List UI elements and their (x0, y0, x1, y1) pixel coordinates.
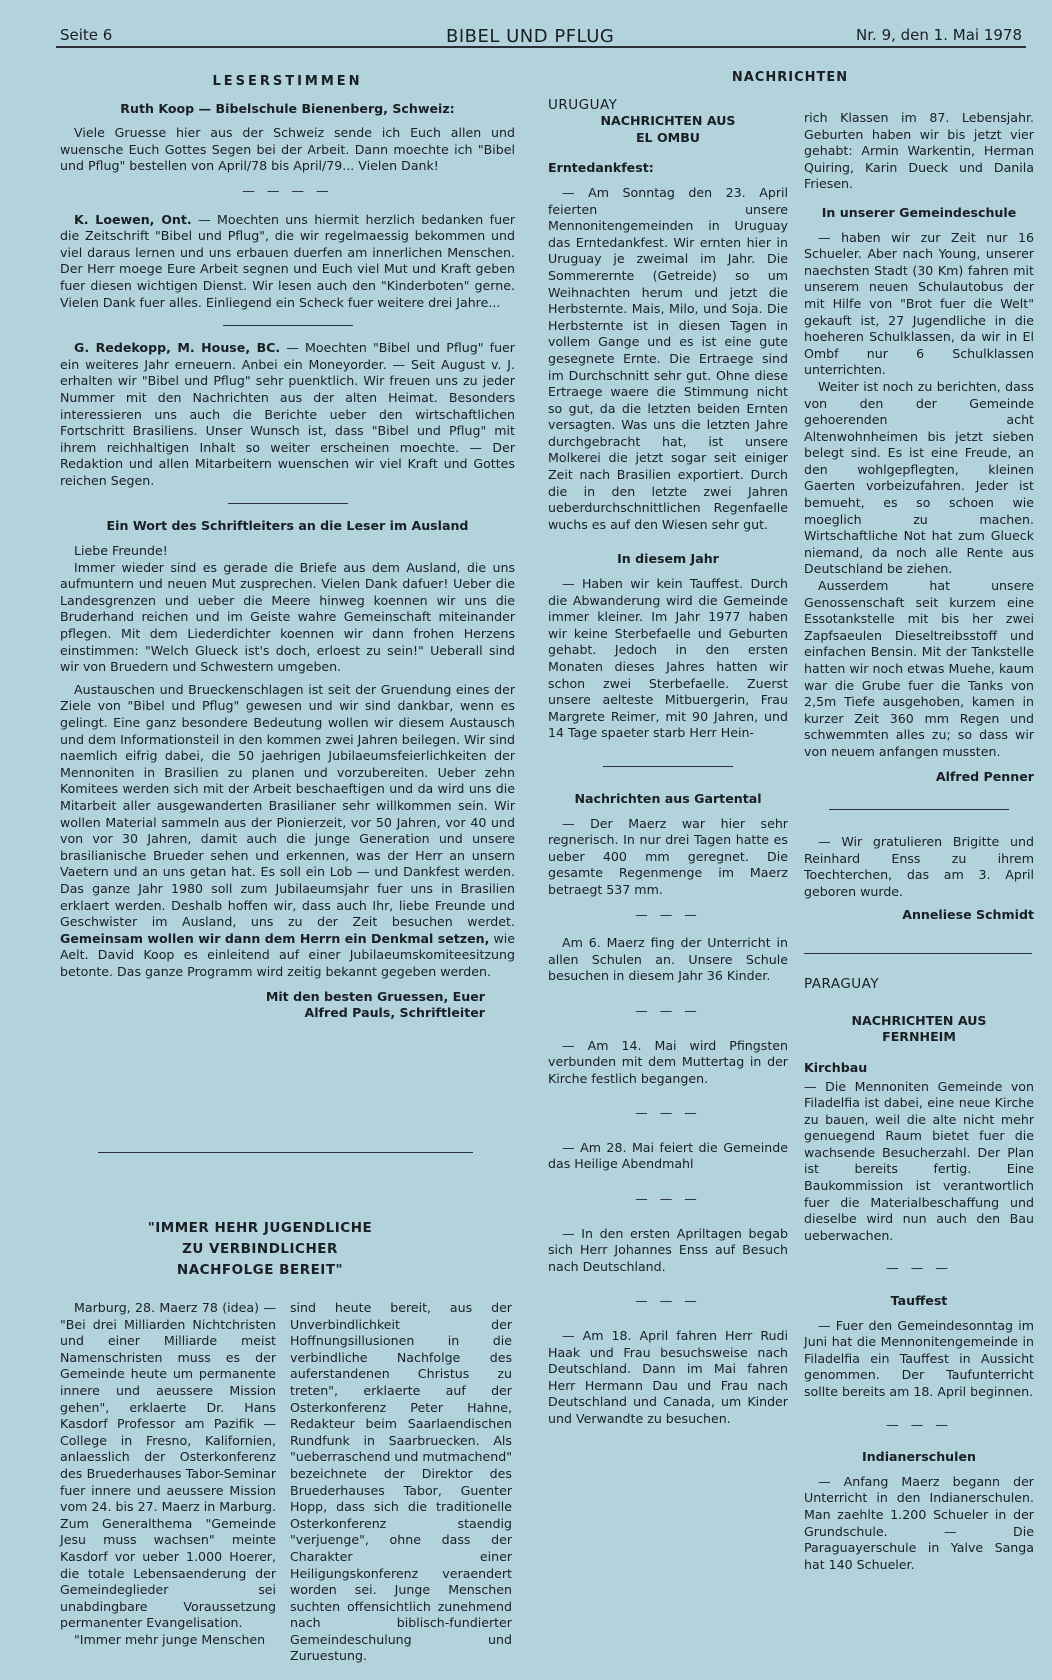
publication-title: BIBEL UND PFLUG (446, 26, 615, 47)
letter-author: K. Loewen, Ont. (74, 211, 192, 227)
news-text: rich Klassen im 87. Lebensjahr. Geburten haben wir bis jetzt vier gehabt: Armin Warkentin, Herman Quiring, Karin Dueck und Danila Friesen. (804, 110, 1034, 192)
article-text: "Immer mehr junge Menschen (74, 1631, 266, 1647)
subheading: In diesem Jahr (617, 551, 719, 567)
headline: "IMMER HEHR JUGENDLICHE ZU VERBINDLICHER NACHFOLGE BEREIT" (147, 1220, 373, 1278)
separator-dashes: — — — (635, 1105, 701, 1121)
subheading: In unserer Gemeindeschule (821, 204, 1017, 220)
news-heading: NACHRICHTEN AUS (851, 1012, 987, 1028)
news-column-right (804, 110, 1034, 1579)
news-heading: FERNHEIM (882, 1029, 956, 1045)
news-text: — Der Maerz war hier sehr regnerisch. In nur drei Tagen hatte es ueber 400 mm geregnet. Die gesamte Regenmenge im Maerz betraegt 537 mm. (548, 815, 788, 897)
news-text: — In den ersten Apriltagen begab sich Herr Johannes Enss auf Besuch nach Deutschland. (548, 1225, 788, 1274)
separator-dashes: — — — (635, 906, 701, 922)
news-text: — Am Sonntag den 23. April feierten unsere Mennonitengemeinden in Uruguay das Erntedankfest. Wir ernten hier in Uruguay je zweimal im Jahr. Die Sommerernte (Getreide) so um Weihnachten herum und jetzt die Herbsternte. Mais, Milo, und Soja. Die Herbsternte ist in diesen Tagen in vollem Gange und es ist eine gute gesegnete Ernte. Die Ertraege sind im Durchschnitt sehr gut. Ohne diese Ertraege waere die Stimmung nicht so gut, da die letzten beiden Ernten versagten. Was uns die letzten Jahre durchgebracht hat, ist unsere Molkerei die jetzt sogar seit einiger Zeit nach Brasilien exportiert. Durch die in den letzte zwei Jahren ueberdurchschnittlichen Regenfaelle wuchs es auf den Wiesen sehr gut. (548, 184, 788, 532)
subheading: Nachrichten aus Gartental (574, 790, 762, 806)
signature-line: Mit den besten Gruessen, Euer (265, 988, 485, 1004)
separator-dashes: — — — (635, 1002, 701, 1018)
issue-date: Nr. 9, den 1. Mai 1978 (856, 26, 1022, 44)
subheading: Kirchbau (804, 1059, 868, 1075)
letter-text: G. Redekopp, M. House, BC. — Moechten "Bibel und Pflug" fuer ein weiteres Jahr erneuern. Anbei ein Moneyorder. — Seit August v. J. erhalten wir "Bibel und Pflug" sehr puenktlich. Wir freuen uns zu jeder Nummer mit den Nachrichten aus der alten Heimat. Besonders interessieren uns auch die Berichte ueber den wirtschaftlichen Fortschritt Brasiliens. Unser Wunsch ist, dass "Bibel und Pflug" mit ihrem reichhaltigen Inhalt so weiter erscheinen moechte. — Der Redaktion und allen Mitarbeitern wuenschen wir viel Kraft und Gottes reichen Segen. (60, 340, 515, 488)
subheading: Erntedankfest: (548, 160, 654, 176)
letters-column (60, 74, 515, 1022)
country-label: PARAGUAY (804, 976, 880, 993)
country-label: URUGUAY (548, 96, 618, 113)
signature-name: Alfred Penner (935, 768, 1034, 784)
divider (98, 1152, 473, 1153)
letter-text: K. Loewen, Ont. — Moechten uns hiermit herzlich bedanken fuer die Zeitschrift "Bibel und Pflug", die wir regelmaessig bekommen und viel daraus lernen und uns erbauen duerfen am innerlichen Menschen. Der Herr moege Eure Arbeit segnen und Euch viel Mut und Kraft geben fuer diesen wichtigen Dienst. Wir lesen auch den "Kinderboten" gerne. Vielen Dank fuer alles. Einliegend ein Scheck fuer weitere drei Jahre... (60, 211, 515, 310)
article-headline (140, 1218, 380, 1299)
letter-author: G. Redekopp, M. House, BC. (74, 340, 281, 356)
section-title-news: NACHRICHTEN (731, 70, 849, 85)
news-text: — Am 28. Mai feiert die Gemeinde das Heilige Abendmahl (548, 1139, 788, 1172)
subheading: Tauffest (890, 1293, 948, 1309)
news-text: — Haben wir kein Tauffest. Durch die Abwanderung wird die Gemeinde immer kleiner. Im Jahr 1977 haben wir keine Sterbefaelle und Geburten gehabt. Jedoch in den ersten Monaten dieses Jahres hatten wir schon zwei Sterbefaelle. Zuerst unsere aelteste Mitbuergerin, Frau Margrete Reimer, mit 90 Jahren, und 14 Tage spaeter starb Herr Hein- (548, 576, 788, 741)
divider (223, 325, 353, 326)
signature-name: Alfred Pauls, Schriftleiter (304, 1005, 485, 1021)
article-text: Marburg, 28. Maerz 78 (idea) — "Bei drei Milliarden Nichtchristen und einer Milliarde meist Namenschristen muss es der Gemeinde heute um permanente innere und aeussere Mission gehen", erklaerte Dr. Hans Kasdorf Professor am Pazifik — College in Fresno, Kalifornien, anlaesslich der Osterkonferenz des Bruederhauses Tabor-Seminar fuer innere und aeussere Mission vom 24. bis 27. Maerz in Marburg. Zum Generalthema "Gemeinde Jesu muss wachsen" meinte Kasdorf vor ueber 1.000 Hoerer, die totale Lebensaenderung der Gemeindeglieder sei unabdingbare Voraussetzung permanenter Evangelisation. (60, 1300, 276, 1631)
news-text: Weiter ist noch zu berichten, dass von den der Gemeinde gehoerenden acht Altenwohnheimen bis jetzt sieben belegt sind. Es ist eine Freude, an den wohlgepflegten, kleinen Gaerten vorbeizufahren. Jeder ist bemueht, es so schoen wie moeglich zu machen. Wirtschaftliche Not hat zum Glueck niemand, da noch alle Rente aus Deutschland be ziehen. (804, 378, 1034, 577)
news-text: — Anfang Maerz begann der Unterricht in den Indianerschulen. Man zaehlte 1.200 Schueler in der Grundschule. — Die Paraguayerschule in Yalve Sanga hat 140 Schueler. (804, 1473, 1034, 1572)
signature-name: Anneliese Schmidt (902, 906, 1034, 922)
page-number: Seite 6 (60, 26, 113, 44)
separator-dashes: — — — (635, 1293, 701, 1309)
editor-word-heading: Ein Wort des Schriftleiters an die Leser im Ausland (106, 518, 469, 534)
separator-dashes: — — — (886, 1260, 952, 1276)
letter-heading: Ruth Koop — Bibelschule Bienenberg, Schweiz: (120, 100, 455, 116)
divider (829, 809, 1009, 810)
news-heading: EL OMBU (635, 129, 701, 145)
section-title-letters: LESERSTIMMEN (212, 74, 363, 89)
separator-dashes: — — — (886, 1416, 952, 1432)
subheading: Indianerschulen (862, 1449, 976, 1465)
article-column-b (290, 1300, 512, 1671)
news-text: — Am 18. April fahren Herr Rudi Haak und Frau besuchsweise nach Deutschland. Dann im Mai fahren Herr Hermann Dau und Frau nach Deutschland und Canada, um Kinder und Verwandte zu besuchen. (548, 1328, 788, 1426)
article-column-a (60, 1300, 276, 1654)
article-text: sind heute bereit, aus der Unverbindlichkeit der Hoffnungsillusionen in die verbindliche Nachfolge des auferstandenen Christus zu treten", erklaerte auf der Osterkonferenz Peter Hahne, Redakteur beim Saarlaendischen Rundfunk in Saarbruecken. Als "ueberraschend und mutmachend" bezeichnete der Direktor des Bruederhauses Tabor, Guenter Hopp, dass sich die traditionelle Osterkonferenz staendig "verjuenge", ohne dass der Charakter einer Heiligungskonferenz veraendert worden sei. Junge Menschen suchten offensichtlich zunehmend nach biblisch-fundierter Gemeindeschulung und Zuruestung. (290, 1300, 512, 1664)
editor-paragraph: Immer wieder sind es gerade die Briefe aus dem Ausland, die uns aufmuntern und neuen Mut zusprechen. Vielen Dank dafuer! Ueber die Landesgrenzen und ueber die Meere hinweg koennen wir uns die Bruderhand reichen und im Geiste wahre Gemeinschaft miteinander pflegen. Mit dem Liederdichter koennen wir dann frohen Herzens einstimmen: "Welch Glueck ist's doch, erloest zu sein!" Ueberall sind wir von Bruedern und Schwestern umgeben. (60, 559, 515, 675)
news-heading: NACHRICHTEN AUS (600, 113, 736, 129)
editor-paragraph: Austauschen und Brueckenschlagen ist seit der Gruendung eines der Ziele von "Bibel und Pflug" gewesen und wir sind dankbar, wenn es gelingt. Eine ganz besondere Bedeutung wollen wir diesem Austausch und dem Informationsteil in den kommen zwei Jahren beilegen. Wir sind naemlich eifrig dabei, die 50 jaehrigen Jubilaeumsfeierlichkeiten der Mennoniten in Brasilien zu planen und vorzubereiten. Ueber zehn Komitees werden sich mit der Arbeit beschaeftigen und da wird uns die Mitarbeit aller ausgewanderten Brasilianer sehr willkommen sein. Wir wollen Material sammeln aus der Pionierzeit, vor 50 Jahren, vor 40 und von vor 30 Jahren, damit auch die junge Generation und unsere brasilianische Brueder sehen und erkennen, was der Herr an unsern Vaetern und an uns getan hat. Es soll ein Lob — und Dankfest werden. Das ganze Jahr 1980 soll zum Jubilaeumsjahr fuer uns in Brasilien erklaert werden. Deshalb hoffen wir, dass auch Ihr, liebe Freunde und Geschwister im Ausland, uns zu der Zeit besuchen werdet. Gemeinsam wollen wir dann dem Herrn ein Denkmal setzen, wie Aelt. David Koop es einleitend auf einer Jubilaeumskomiteesitzung betonte. Das ganze Programm wird zeitig bekannt gegeben werden. (60, 681, 515, 979)
separator-dashes: — — — — (242, 182, 333, 198)
news-text: — Wir gratulieren Brigitte und Reinhard Enss zu ihrem Toechterchen, das am 3. April geboren wurde. (804, 834, 1034, 899)
divider (228, 503, 348, 504)
greeting: Liebe Freunde! (74, 543, 168, 559)
running-header (56, 24, 1026, 48)
news-text: — Am 14. Mai wird Pfingsten verbunden mit dem Muttertag in der Kirche festlich begangen. (548, 1037, 788, 1086)
news-text: — haben wir zur Zeit nur 16 Schueler. Aber nach Young, unserer naechsten Stadt (30 Km) fahren mit unserem neuen Schulautobus der mit Hilfe von "Brot fuer die Welt" gekauft ist, 27 Jugendliche in die hoeheren Schulklassen, da wir in El Ombf nur 6 Schulklassen unterrichten. (804, 229, 1034, 378)
separator-dashes: — — — (635, 1191, 701, 1207)
letter-text: Viele Gruesse hier aus der Schweiz sende ich Euch allen und wuensche Euch Gottes Segen bei der Arbeit. Dann moechte ich "Bibel und Pflug" bestellen von April/78 bis April/79... Vielen Dank! (60, 125, 515, 174)
news-text: — Fuer den Gemeindesonntag im Juni hat die Mennonitengemeinde in Filadelfia ein Tauffest in Aussicht genommen. Der Taufunterricht sollte bereits am 18. April beginnen. (804, 1317, 1034, 1399)
news-text: Am 6. Maerz fing der Unterricht in allen Schulen an. Unsere Schule besuchen in diesem Jahr 36 Kinder. (548, 935, 788, 984)
divider (603, 766, 733, 767)
divider (804, 953, 1032, 954)
news-text: Ausserdem hat unsere Genossenschaft seit kurzem eine Essotankstelle mit bis her zwei Zapfsaeulen Dieseltreibsstoff und einfachen Bensin. Mit der Tankstelle hatten wir noch etwas Muehe, kaum war die Grube fuer die Tanks von 2,5m Tiefe ausgehoben, kamen in kurzer Zeit 360 mm Regen und schwemmten alles zu; so dass wir von neuem anfangen mussten. (804, 578, 1034, 759)
news-text: — Die Mennoniten Gemeinde von Filadelfia ist dabei, eine neue Kirche zu bauen, weil die alte nicht mehr genuegend Raum bietet fuer die wachsende Besucherzahl. Der Plan ist bereits fertig. Eine Baukommission ist verantwortlich fuer die Materialbeschaffung und dieselbe wird nun auch den Bau ueberwachen. (804, 1078, 1034, 1243)
